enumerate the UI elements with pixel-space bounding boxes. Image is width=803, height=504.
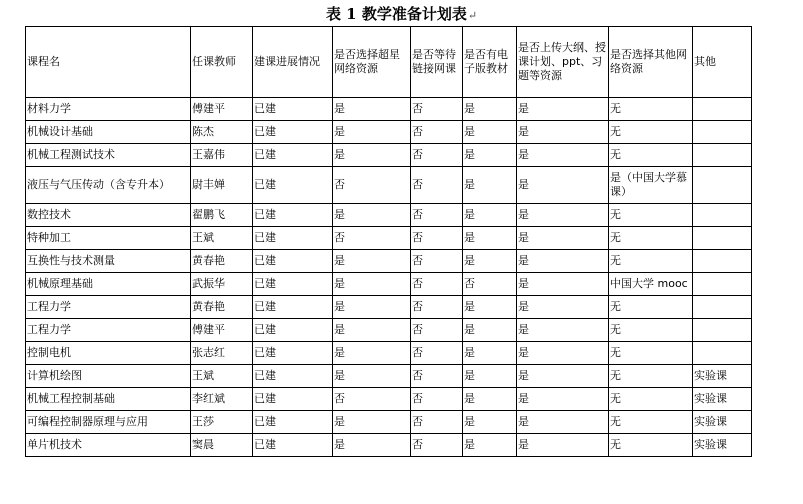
table-cell: 已建 [253,388,333,411]
table-cell: 材料力学 [26,98,191,121]
table-cell: 机械原理基础 [26,273,191,296]
table-cell [693,273,752,296]
table-cell: 是 [333,98,411,121]
table-row [26,342,752,365]
table-cell: 无 [609,250,693,273]
table-row [26,434,752,457]
table-cell: 互换性与技术测量 [26,250,191,273]
table-cell: 已建 [253,227,333,250]
table-cell: 是（中国大学慕课） [609,167,693,204]
table-cell: 是 [463,365,517,388]
table-cell: 是 [517,296,609,319]
table-cell: 黄春艳 [191,296,253,319]
table-cell: 否 [411,167,463,204]
column-header: 是否有电子版教材 [463,27,517,98]
table-cell: 是 [333,411,411,434]
table-cell: 否 [411,144,463,167]
table-cell: 实验课 [693,411,752,434]
table-row [26,204,752,227]
table-cell: 机械工程控制基础 [26,388,191,411]
table-cell: 是 [333,144,411,167]
table-cell: 否 [411,319,463,342]
table-cell [693,98,752,121]
table-cell: 是 [463,250,517,273]
table-cell: 是 [333,365,411,388]
table-cell: 已建 [253,434,333,457]
table-cell [693,144,752,167]
table-cell: 是 [333,250,411,273]
table-cell: 无 [609,319,693,342]
table-cell: 是 [333,273,411,296]
table-cell: 是 [463,319,517,342]
table-cell: 是 [517,204,609,227]
table-cell: 否 [411,365,463,388]
table-cell: 翟鹏飞 [191,204,253,227]
table-cell: 否 [411,434,463,457]
table-row [26,250,752,273]
table-row [26,319,752,342]
table-cell: 已建 [253,342,333,365]
table-cell: 无 [609,411,693,434]
table-cell: 是 [463,411,517,434]
table-cell: 王斌 [191,365,253,388]
table-cell: 否 [411,273,463,296]
table-cell: 无 [609,144,693,167]
table-cell: 否 [411,204,463,227]
table-cell: 尉丰婵 [191,167,253,204]
table-cell: 已建 [253,250,333,273]
table-cell [693,342,752,365]
table-cell: 武振华 [191,273,253,296]
column-header: 是否等待链接网课 [411,27,463,98]
table-cell: 控制电机 [26,342,191,365]
table-cell: 实验课 [693,434,752,457]
table-cell: 王嘉伟 [191,144,253,167]
table-cell: 是 [463,167,517,204]
table-cell: 是 [517,250,609,273]
table-cell: 否 [411,121,463,144]
table-cell: 是 [463,296,517,319]
table-cell [693,250,752,273]
table-cell: 是 [517,342,609,365]
table-cell: 是 [463,121,517,144]
table-cell: 是 [517,365,609,388]
table-cell: 已建 [253,144,333,167]
column-header: 课程名 [26,27,191,98]
table-cell: 否 [411,342,463,365]
title-text: 表 1 教学准备计划表 [325,5,467,23]
table-cell: 是 [333,121,411,144]
table-cell: 陈杰 [191,121,253,144]
table-cell: 已建 [253,121,333,144]
table-cell: 机械设计基础 [26,121,191,144]
table-cell: 实验课 [693,388,752,411]
table-cell: 是 [463,144,517,167]
table-row [26,144,752,167]
table-cell: 否 [411,227,463,250]
teaching-plan-table [25,26,752,457]
table-cell [693,167,752,204]
table-cell [693,296,752,319]
table-cell: 是 [517,388,609,411]
table-cell: 已建 [253,296,333,319]
table-cell: 王莎 [191,411,253,434]
table-cell: 窦晨 [191,434,253,457]
paragraph-mark-icon: ↵ [467,9,478,22]
table-cell: 单片机技术 [26,434,191,457]
table-cell: 机械工程测试技术 [26,144,191,167]
table-header-row [26,27,752,98]
table-row [26,167,752,204]
table-row [26,273,752,296]
table-cell: 是 [517,121,609,144]
table-cell [693,227,752,250]
table-cell: 是 [333,342,411,365]
table-cell [693,121,752,144]
table-cell: 是 [463,204,517,227]
table-cell: 是 [333,296,411,319]
table-cell: 无 [609,388,693,411]
table-cell: 已建 [253,98,333,121]
table-cell: 计算机绘图 [26,365,191,388]
column-header: 是否上传大纲、授课计划、ppt、习题等资源 [517,27,609,98]
column-header: 建课进展情况 [253,27,333,98]
table-cell: 无 [609,434,693,457]
table-cell: 是 [463,434,517,457]
column-header: 其他 [693,27,752,98]
table-cell: 张志红 [191,342,253,365]
table-cell: 是 [517,227,609,250]
table-cell: 否 [411,296,463,319]
table-cell: 傅建平 [191,319,253,342]
table-cell: 否 [411,411,463,434]
table-row [26,296,752,319]
table-cell: 无 [609,365,693,388]
table-cell: 无 [609,98,693,121]
page-title [0,4,803,26]
table-cell: 是 [517,434,609,457]
table-cell: 是 [517,98,609,121]
table-cell: 工程力学 [26,319,191,342]
table-cell: 中国大学 mooc [609,273,693,296]
table-cell: 是 [517,411,609,434]
table-cell: 无 [609,342,693,365]
column-header: 任课教师 [191,27,253,98]
column-header: 是否选择超星网络资源 [333,27,411,98]
table-cell: 是 [517,167,609,204]
table-cell: 数控技术 [26,204,191,227]
table-cell: 工程力学 [26,296,191,319]
table-row [26,98,752,121]
table-cell: 否 [463,273,517,296]
table-cell: 无 [609,121,693,144]
table-cell: 已建 [253,319,333,342]
table-cell: 是 [517,273,609,296]
table-cell [693,204,752,227]
table-cell: 已建 [253,204,333,227]
table-cell: 是 [517,319,609,342]
table-row [26,227,752,250]
table-cell: 是 [463,98,517,121]
table-cell: 可编程控制器原理与应用 [26,411,191,434]
table-cell: 已建 [253,411,333,434]
table-row [26,388,752,411]
table-cell: 是 [333,319,411,342]
table-cell: 已建 [253,273,333,296]
table-cell: 是 [333,204,411,227]
table-cell: 否 [333,227,411,250]
table-cell: 否 [411,98,463,121]
table-cell: 是 [463,388,517,411]
table-cell: 是 [463,227,517,250]
table-cell: 是 [517,144,609,167]
table-cell: 否 [333,388,411,411]
table-row [26,121,752,144]
table-cell: 李红斌 [191,388,253,411]
table-cell: 黄春艳 [191,250,253,273]
table-cell: 无 [609,296,693,319]
table-cell [693,319,752,342]
table-cell: 无 [609,227,693,250]
table-row [26,411,752,434]
table-cell: 实验课 [693,365,752,388]
table-cell: 否 [333,167,411,204]
column-header: 是否选择其他网络资源 [609,27,693,98]
table-cell: 是 [333,434,411,457]
table-cell: 否 [411,250,463,273]
table-cell: 是 [463,342,517,365]
table-cell: 无 [609,204,693,227]
table-cell: 傅建平 [191,98,253,121]
table-cell: 液压与气压传动（含专升本） [26,167,191,204]
table-row [26,365,752,388]
table-cell: 特种加工 [26,227,191,250]
table-cell: 已建 [253,365,333,388]
table-cell: 否 [411,388,463,411]
table-cell: 已建 [253,167,333,204]
table-cell: 王斌 [191,227,253,250]
